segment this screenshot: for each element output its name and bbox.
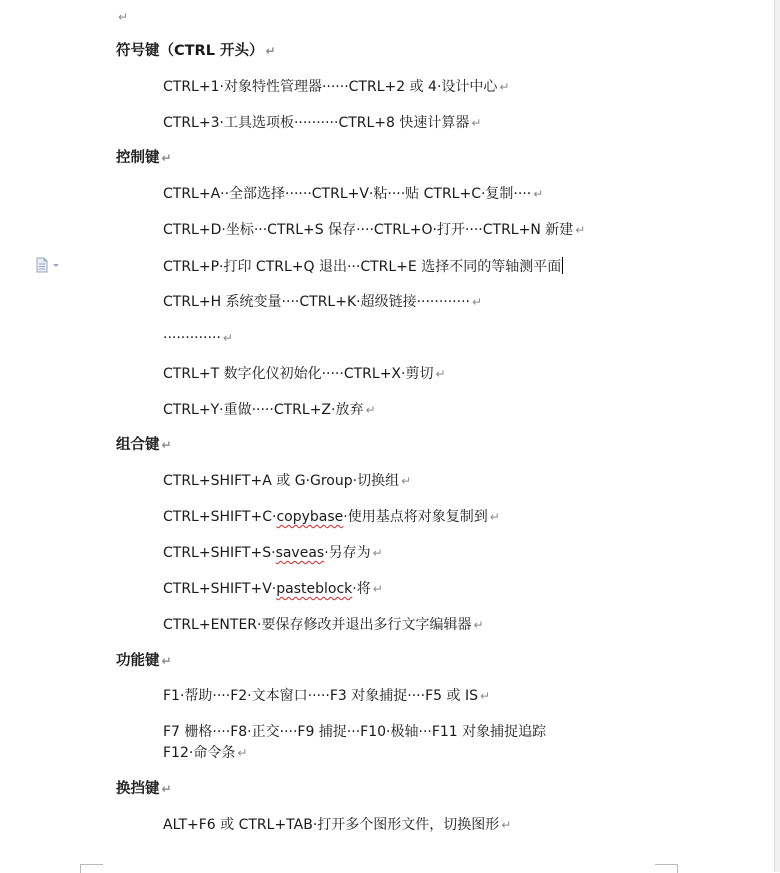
list-item: CTRL+ENTER·要保存修改并退出多行文字编辑器 ↵ (163, 617, 484, 633)
section-heading-control-keys: 控制键 ↵ (116, 150, 172, 166)
list-item: F12·命令条 ↵ (163, 745, 248, 761)
list-item: CTRL+3·工具选项板··········CTRL+8 快速计算器 ↵ (163, 115, 482, 131)
list-item[interactable]: CTRL+P·打印 CTRL+Q 退出···CTRL+E 选择不同的等轴测平面 (163, 259, 562, 275)
paragraph-mark: ↵ (118, 10, 129, 24)
list-item: CTRL+1·对象特性管理器······CTRL+2 或 4·设计中心 ↵ (163, 79, 510, 95)
list-item: CTRL+SHIFT+V·pasteblock·将 ↵ (163, 581, 383, 597)
list-item: CTRL+A··全部选择······CTRL+V·粘····贴 CTRL+C·复制···· ↵ (163, 186, 544, 202)
section-heading-symbol-keys: 符号键（CTRL 开头） ↵ (116, 43, 276, 59)
list-item: CTRL+SHIFT+C·copybase·使用基点将对象复制到 ↵ (163, 509, 500, 525)
list-item: CTRL+T 数字化仪初始化·····CTRL+X·剪切 ↵ (163, 366, 446, 382)
list-item: ············· ↵ (163, 330, 233, 346)
list-item: CTRL+SHIFT+S·saveas·另存为 ↵ (163, 545, 383, 561)
spellcheck-word[interactable]: saveas (275, 545, 325, 561)
section-heading-function-keys: 功能键 ↵ (116, 653, 172, 669)
list-item: F1·帮助····F2·文本窗口·····F3 对象捕捉····F5 或 IS ↵ (163, 688, 491, 704)
list-item: CTRL+D·坐标···CTRL+S 保存····CTRL+O·打开····CTRL+N 新建 ↵ (163, 222, 586, 238)
document-options-icon[interactable] (35, 257, 61, 273)
text-cursor (562, 257, 563, 274)
list-item: CTRL+Y·重做·····CTRL+Z·放弃 ↵ (163, 402, 376, 418)
section-heading-shift-keys: 换挡键 ↵ (116, 781, 172, 797)
list-item: ALT+F6 或 CTRL+TAB·打开多个图形文件，切换图形 ↵ (163, 817, 512, 833)
page-edge (774, 0, 780, 872)
list-item: F7 栅格····F8·正交····F9 捕捉···F10·极轴···F11 对象捕捉追踪 (163, 724, 547, 740)
list-item: CTRL+SHIFT+A 或 G·Group·切换组 ↵ (163, 473, 412, 489)
list-item: CTRL+H 系统变量····CTRL+K·超级链接············ ↵ (163, 294, 483, 310)
section-heading-combination-keys: 组合键 ↵ (116, 437, 172, 453)
spellcheck-word[interactable]: pasteblock (276, 581, 353, 597)
spellcheck-word[interactable]: copybase (276, 509, 344, 525)
